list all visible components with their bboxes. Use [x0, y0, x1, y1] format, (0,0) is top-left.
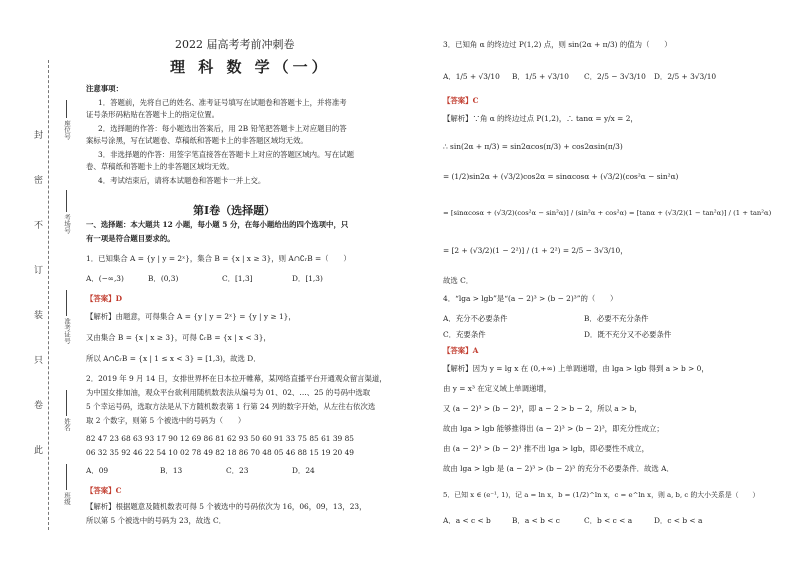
section-intro: 一、选择题：本大题共 12 小题，每小题 5 分，在每小题给出的四个选项中，只 — [86, 220, 349, 229]
gutter-char: 不 — [34, 221, 44, 231]
notes-heading: 注意事项： — [86, 84, 123, 93]
gutter-char: 此 — [34, 446, 44, 456]
option: A．充分不必要条件 — [443, 314, 508, 323]
answer-tag: 【答案】A — [443, 346, 479, 355]
field-class: 班级 — [63, 492, 71, 505]
answer-tag: 【答案】C — [86, 486, 122, 495]
note-line: 3．非选择题的作答：用签字笔直接答在答题卡上对应的答题区域内。写在试题 — [98, 150, 354, 159]
exam-subject-title: 理 科 数 学（一） — [170, 58, 331, 76]
note-line: 案标号涂黑，写在试题卷、草稿纸和答题卡上的非答题区域均无效。 — [86, 136, 308, 145]
option: A．(−∞,3) — [86, 274, 124, 283]
field-exam-room: 考场号 — [63, 214, 71, 234]
option: A．1/5 + √3/10 — [443, 72, 500, 81]
note-line: 证号条形码粘贴在答题卡上的指定位置。 — [86, 110, 220, 119]
explanation-line: 又 (a − 2)³ > (b − 2)³，即 a − 2 > b − 2，所以 a > b， — [443, 404, 642, 413]
option: D．[1,3) — [292, 274, 323, 283]
random-table-row: 06 32 35 92 46 22 54 10 02 78 49 82 18 86 70 48 05 46 88 15 19 20 49 — [86, 448, 354, 457]
question-2-line: 为中国女排加油，观众平台欲利用随机数表法从编号为 01、02、…、25 的号码中选取 — [86, 388, 371, 397]
field-line — [66, 390, 67, 416]
option: C．23 — [226, 466, 249, 475]
explanation-line: 所以第 5 个被选中的号码为 23，故选 C． — [86, 516, 227, 525]
question-2-line: 5 个幸运号码，选取方法是从下方随机数表第 1 行第 24 列的数字开始，从左往右依次选 — [86, 402, 376, 411]
note-line: 2．选择题的作答：每小题选出答案后，用 2B 铅笔把答题卡上对应题目的答 — [98, 124, 347, 133]
option: A．09 — [86, 466, 109, 475]
option: C．2/5 − 3√3/10 — [584, 72, 646, 81]
option: D．既不充分又不必要条件 — [584, 330, 672, 339]
answer-tag: 【答案】C — [443, 96, 479, 105]
option: B．1/5 + √3/10 — [512, 72, 569, 81]
binding-dashed-line — [48, 60, 49, 530]
note-line: 卷、草稿纸和答题卡上的非答题区域均无效。 — [86, 162, 234, 171]
option: B．a < b < c — [512, 516, 560, 525]
explanation-line: 【解析】根据题意及随机数表可得 5 个被选中的号码依次为 16，06，09，13，23， — [86, 502, 367, 511]
section-title: 第Ⅰ卷（选择题） — [193, 204, 276, 217]
question-1: 1．已知集合 A = {y | y = 2ˣ}，集合 B = {x | x ≥ 3}，则 A∩∁ᵣB =（ ） — [86, 254, 351, 263]
explanation-line: 所以 A∩∁ᵣB = {x | 1 ≤ x < 3} = [1,3)，故选 D． — [86, 354, 261, 363]
option: B．13 — [160, 466, 183, 475]
option: D．24 — [292, 466, 315, 475]
explanation-line: 【解析】因为 y = lg x 在 (0,+∞) 上单调递增，由 lga > lgb 得到 a > b > 0， — [443, 364, 709, 373]
field-line — [66, 464, 67, 490]
note-line: 4．考试结束后，请将本试题卷和答题卡一并上交。 — [98, 176, 266, 185]
explanation-line: 由 y = x³ 在定义域上单调递增， — [443, 384, 552, 393]
gutter-char: 订 — [34, 266, 44, 276]
option: C．[1,3] — [222, 274, 253, 283]
explanation-line: = [2 + (√3/2)(1 − 2²)] / (1 + 2²) = 2/5 − 3√3/10， — [443, 246, 628, 255]
option: B．(0,3) — [148, 274, 179, 283]
explanation-line: ∴ sin(2α + π/3) = sin2αcos(π/3) + cos2αsin(π/3) — [443, 142, 623, 151]
explanation-line: 故选 C． — [443, 276, 474, 285]
field-name: 姓名 — [63, 418, 71, 431]
explanation-line: 【解析】∵角 α 的终边过点 P(1,2)，∴ tanα = y/x = 2， — [443, 114, 638, 123]
explanation-line: 故由 lga > lgb 是 (a − 2)³ > (b − 2)³ 的充分不必要条件．故选 A． — [443, 464, 674, 473]
gutter-char: 密 — [34, 176, 44, 186]
field-line — [66, 190, 67, 212]
random-table-row: 82 47 23 68 63 93 17 90 12 69 86 81 62 93 50 60 91 33 75 85 61 39 85 — [86, 434, 354, 443]
field-seat-number: 座位号 — [63, 120, 71, 140]
answer-tag: 【答案】D — [86, 294, 122, 303]
question-3: 3．已知角 α 的终边过 P(1,2) 点，则 sin(2α + π/3) 的值为（ ） — [443, 40, 672, 49]
question-5: 5．已知 x ∈ (e⁻¹, 1)，记 a = ln x，b = (1/2)^ln x，c = e^ln x，则 a, b, c 的大小关系是（ ） — [443, 491, 760, 499]
option: A．a < c < b — [443, 516, 491, 525]
gutter-char: 装 — [34, 311, 44, 321]
explanation-line: = (1/2)sin2α + (√3/2)cos2α = sinαcosα + (√3/2)(cos²α − sin²α) — [443, 172, 679, 181]
field-ticket-number: 准考证号 — [63, 318, 71, 344]
explanation-line: 故由 lga > lgb 能够推得出 (a − 2)³ > (b − 2)³，即充分性成立； — [443, 424, 664, 433]
gutter-char: 只 — [34, 356, 44, 366]
question-4: 4．“lga > lgb”是“(a − 2)³ > (b − 2)³”的（ ） — [443, 294, 618, 303]
explanation-line: 又由集合 B = {x | x ≥ 3}，可得 ∁ᵣB = {x | x < 3}， — [86, 333, 271, 342]
option: D．c < b < a — [654, 516, 703, 525]
explanation-line: 由 (a − 2)³ > (b − 2)³ 推不出 lga > lgb，即必要性不成立， — [443, 444, 650, 453]
explanation-line: = [sinαcosα + (√3/2)(cos²α − sin²α)] / (sin²α + cos²α) = [tanα + (√3/2)(1 − tan²α)] / (1 + tan²α) — [443, 209, 772, 217]
option: C．b < c < a — [584, 516, 633, 525]
section-intro: 有一项是符合题目要求的。 — [86, 234, 175, 243]
option: C．充要条件 — [443, 330, 486, 339]
explanation-line: 【解析】由题意，可得集合 A = {y | y = 2ˣ} = {y | y ≥ 1}， — [86, 312, 296, 321]
option: D．2/5 + 3√3/10 — [654, 72, 717, 81]
gutter-char: 封 — [34, 131, 44, 141]
field-line — [66, 290, 67, 316]
exam-year-title: 2022 届高考考前冲刺卷 — [175, 38, 295, 51]
note-line: 1．答题前，先将自己的姓名、准考证号填写在试题卷和答题卡上，并将准考 — [98, 98, 347, 107]
question-2-line: 取 2 个数字，则第 5 个被选中的号码为（ ） — [86, 416, 246, 425]
gutter-char: 卷 — [34, 401, 44, 411]
question-2: 2．2019 年 9 月 14 日，女排世界杯在日本拉开帷幕，某网络直播平台开通观众留言渠道， — [86, 374, 387, 383]
option: B．必要不充分条件 — [584, 314, 649, 323]
field-line — [66, 100, 67, 118]
